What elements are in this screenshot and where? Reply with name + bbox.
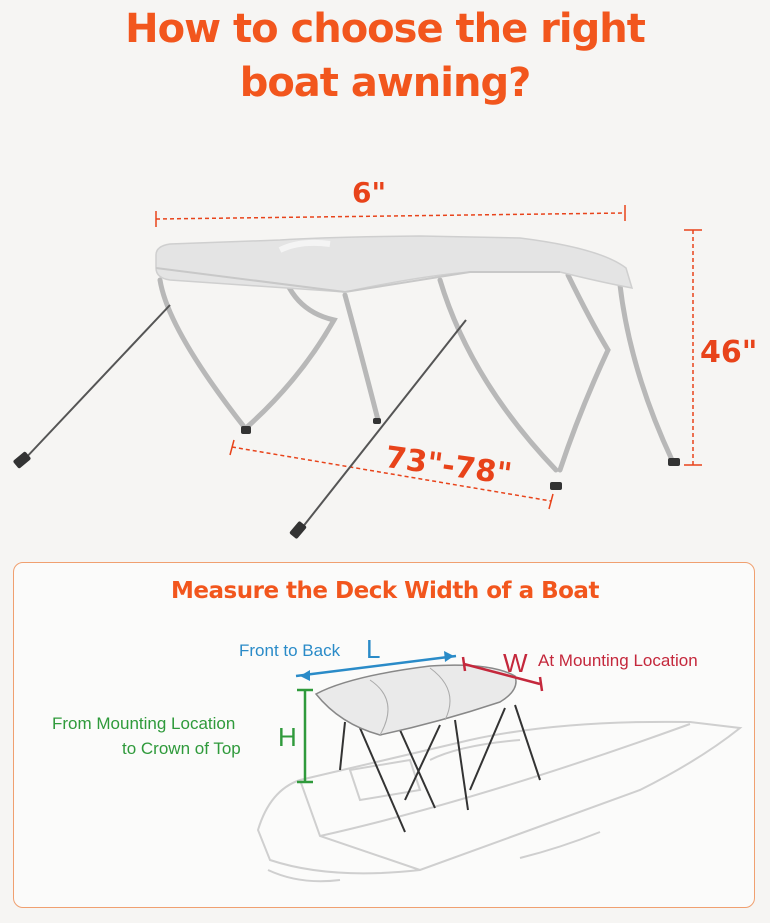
height-dimension-label: 46" xyxy=(700,335,758,370)
front-to-back-label: Front to Back xyxy=(239,641,341,660)
height-label-line-2: to Crown of Top xyxy=(122,739,241,758)
height-label-line-1: From Mounting Location xyxy=(52,714,236,733)
top-width-dimension-label: 6" xyxy=(352,176,387,209)
width-range-dimension-label: 73"-78" xyxy=(383,440,514,493)
width-label: At Mounting Location xyxy=(538,651,698,670)
boat-awning-canvas xyxy=(316,665,516,735)
width-letter: W xyxy=(503,648,528,678)
height-arrow xyxy=(297,690,313,782)
panel-title: Measure the Deck Width of a Boat xyxy=(171,578,599,604)
boat-outline xyxy=(258,722,740,881)
title-line-1: How to choose the right xyxy=(125,6,645,52)
title-line-2: boat awning? xyxy=(239,60,531,106)
length-letter: L xyxy=(366,634,381,664)
height-letter: H xyxy=(278,722,297,752)
